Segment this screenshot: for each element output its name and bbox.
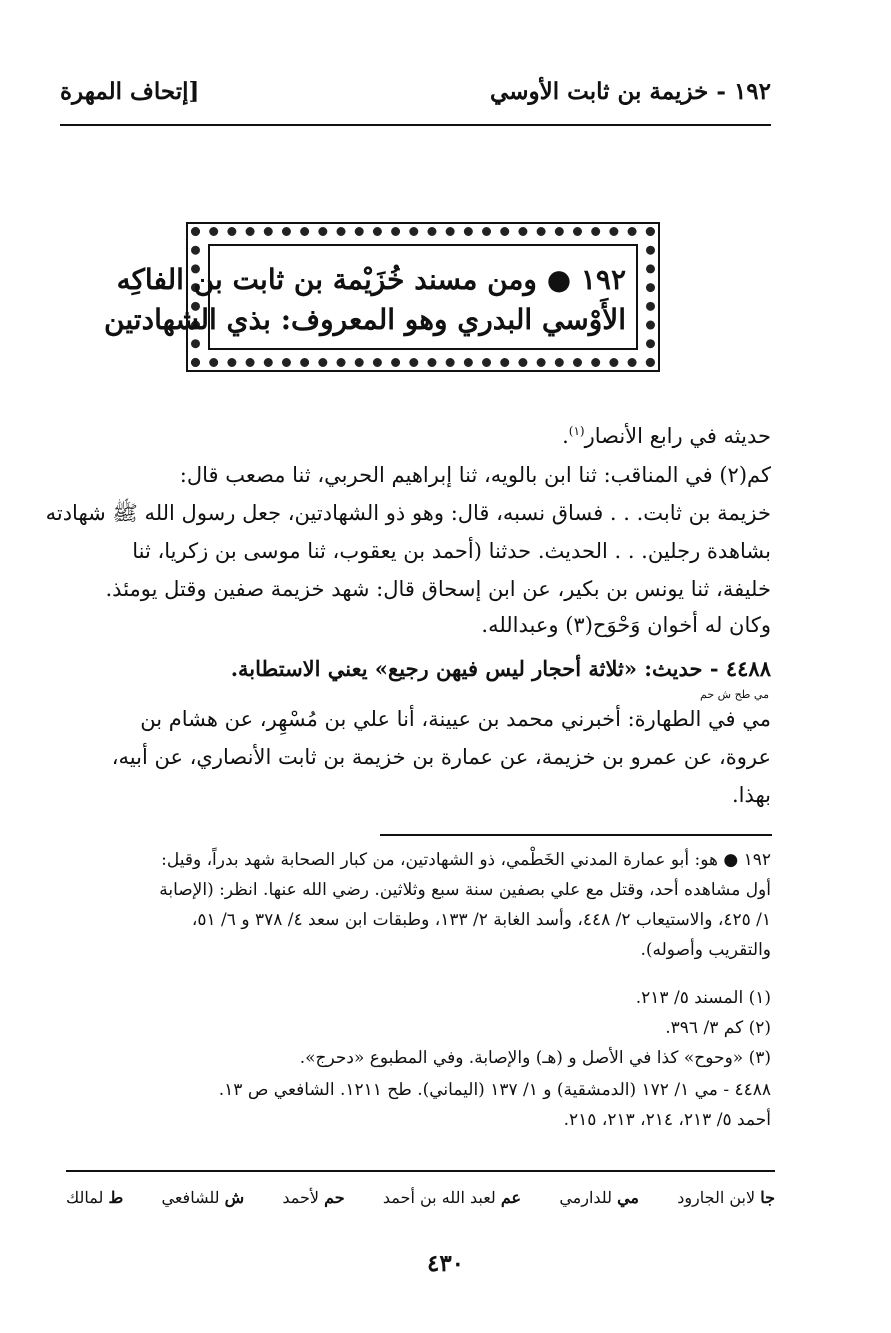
abbr-label: لعبد الله بن أحمد bbox=[382, 1188, 496, 1207]
abbr-item bbox=[162, 1188, 245, 1218]
footnote-line-2: أول مشاهده أحد، وقتل مع علي بصفين سنة سبع وثلاثين. رضي الله عنها. انظر: (الإصابة bbox=[159, 880, 771, 900]
footnote-1: (١) المسند ٥/ ٢١٣. bbox=[635, 988, 771, 1008]
footnote-2: (٢) كم ٣/ ٣٩٦. bbox=[665, 1018, 771, 1038]
title-box bbox=[104, 222, 660, 372]
body-line-1 bbox=[70, 414, 771, 453]
body-line-1-end: . bbox=[562, 424, 569, 448]
body-line-9: عروة، عن عمرو بن خزيمة، عن عمارة بن خزيمة بن ثابت الأنصاري، عن أبيه، bbox=[111, 745, 771, 769]
body-line-1-text: حديثه في رابع الأنصار bbox=[584, 424, 771, 448]
footnote-3: (٣) «وحوح» كذا في الأصل و (هـ) والإصابة. وفي المطبوع «دحرج». bbox=[299, 1048, 771, 1068]
abbr-item bbox=[383, 1188, 521, 1218]
source-codes: مي طح ش حم bbox=[700, 688, 769, 701]
hadith-heading: ٤٤٨٨ - حديث: «ثلاثة أحجار ليس فيهن رجيع» يعني الاستطابة. bbox=[230, 656, 771, 681]
abbr-label: للشافعي bbox=[161, 1188, 220, 1207]
footnote-line-9: أحمد ٥/ ٢١٣، ٢١٤، ٢١٣، ٢١٥. bbox=[563, 1110, 771, 1130]
header-book-title: [إتحاف المهرة bbox=[60, 78, 200, 105]
abbr-code: جا bbox=[760, 1188, 775, 1207]
abbr-label: للدارمي bbox=[559, 1188, 612, 1207]
body-line-6: وكان له أخوان وَحْوَح(٣) وعبدالله. bbox=[481, 613, 771, 637]
title-line-2: الأَوْسي البدري وهو المعروف: بذي الشهادتين bbox=[104, 303, 626, 336]
body-line-10: بهذا. bbox=[731, 783, 771, 807]
footnote-line-3: ١/ ٤٢٥، والاستيعاب ٢/ ٤٤٨، وأسد الغابة ٢/ ١٣٣، وطبقات ابن سعد ٤/ ٣٧٨ و ٦/ ٥١، bbox=[191, 910, 771, 930]
abbr-item bbox=[66, 1188, 123, 1218]
abbr-code: مي bbox=[617, 1188, 639, 1207]
header-section-title: ١٩٢ - خزيمة بن ثابت الأوسي bbox=[490, 78, 771, 105]
abbreviations-key bbox=[66, 1188, 775, 1218]
body-line-8: مي في الطهارة: أخبرني محمد بن عيينة، أنا علي بن مُسْهِر، عن هشام بن bbox=[140, 707, 771, 731]
footnote-divider bbox=[380, 834, 772, 836]
abbr-code: ط bbox=[108, 1188, 124, 1207]
title-line-1: ١٩٢ ● ومن مسند خُزَيْمة بن ثابت بن الفاكِه bbox=[116, 263, 626, 296]
body-line-2: كم(٢) في المناقب: ثنا ابن بالويه، ثنا إبراهيم الحربي، ثنا مصعب قال: bbox=[179, 463, 771, 487]
body-line-4: بشاهدة رجلين. . . الحديث. حدثنا (أحمد بن يعقوب، ثنا موسى بن زكريا، ثنا bbox=[132, 539, 771, 563]
abbr-item bbox=[282, 1188, 344, 1218]
header-divider bbox=[60, 124, 771, 126]
abbr-code: عم bbox=[500, 1188, 522, 1207]
body-line-5: خليفة، ثنا يونس بن بكير، عن ابن إسحاق قال: شهد خزيمة صفين وقتل يومئذ. bbox=[105, 577, 771, 601]
abbr-item bbox=[677, 1188, 775, 1218]
footnote-line-4: والتقريب وأصوله). bbox=[640, 940, 771, 960]
title-box-inner bbox=[104, 244, 638, 350]
footnote-line-1: ١٩٢ ● هو: أبو عمارة المدني الخَطْمي، ذو الشهادتين، من كبار الصحابة شهد بدراً، وقيل: bbox=[161, 850, 771, 870]
abbr-label: لمالك bbox=[66, 1188, 104, 1207]
running-header bbox=[60, 78, 771, 118]
abbr-code: ش bbox=[224, 1188, 245, 1207]
footnote-ref-1: (١) bbox=[568, 424, 585, 438]
abbr-code: حم bbox=[324, 1188, 345, 1207]
abbr-item bbox=[559, 1188, 639, 1218]
page-number: ٤٣٠ bbox=[426, 1250, 465, 1277]
abbreviations-divider bbox=[66, 1170, 775, 1172]
abbr-label: لابن الجارود bbox=[677, 1188, 756, 1207]
body-line-3: خزيمة بن ثابت. . . فساق نسبه، قال: وهو ذو الشهادتين، جعل رسول الله ﷺ شهادته bbox=[45, 501, 771, 525]
abbr-label: لأحمد bbox=[282, 1188, 320, 1207]
footnote-line-8: ٤٤٨٨ - مي ١/ ١٧٢ (الدمشقية) و ١/ ١٣٧ (اليماني). طح ١٢١١. الشافعي ص ١٣. bbox=[218, 1080, 771, 1100]
